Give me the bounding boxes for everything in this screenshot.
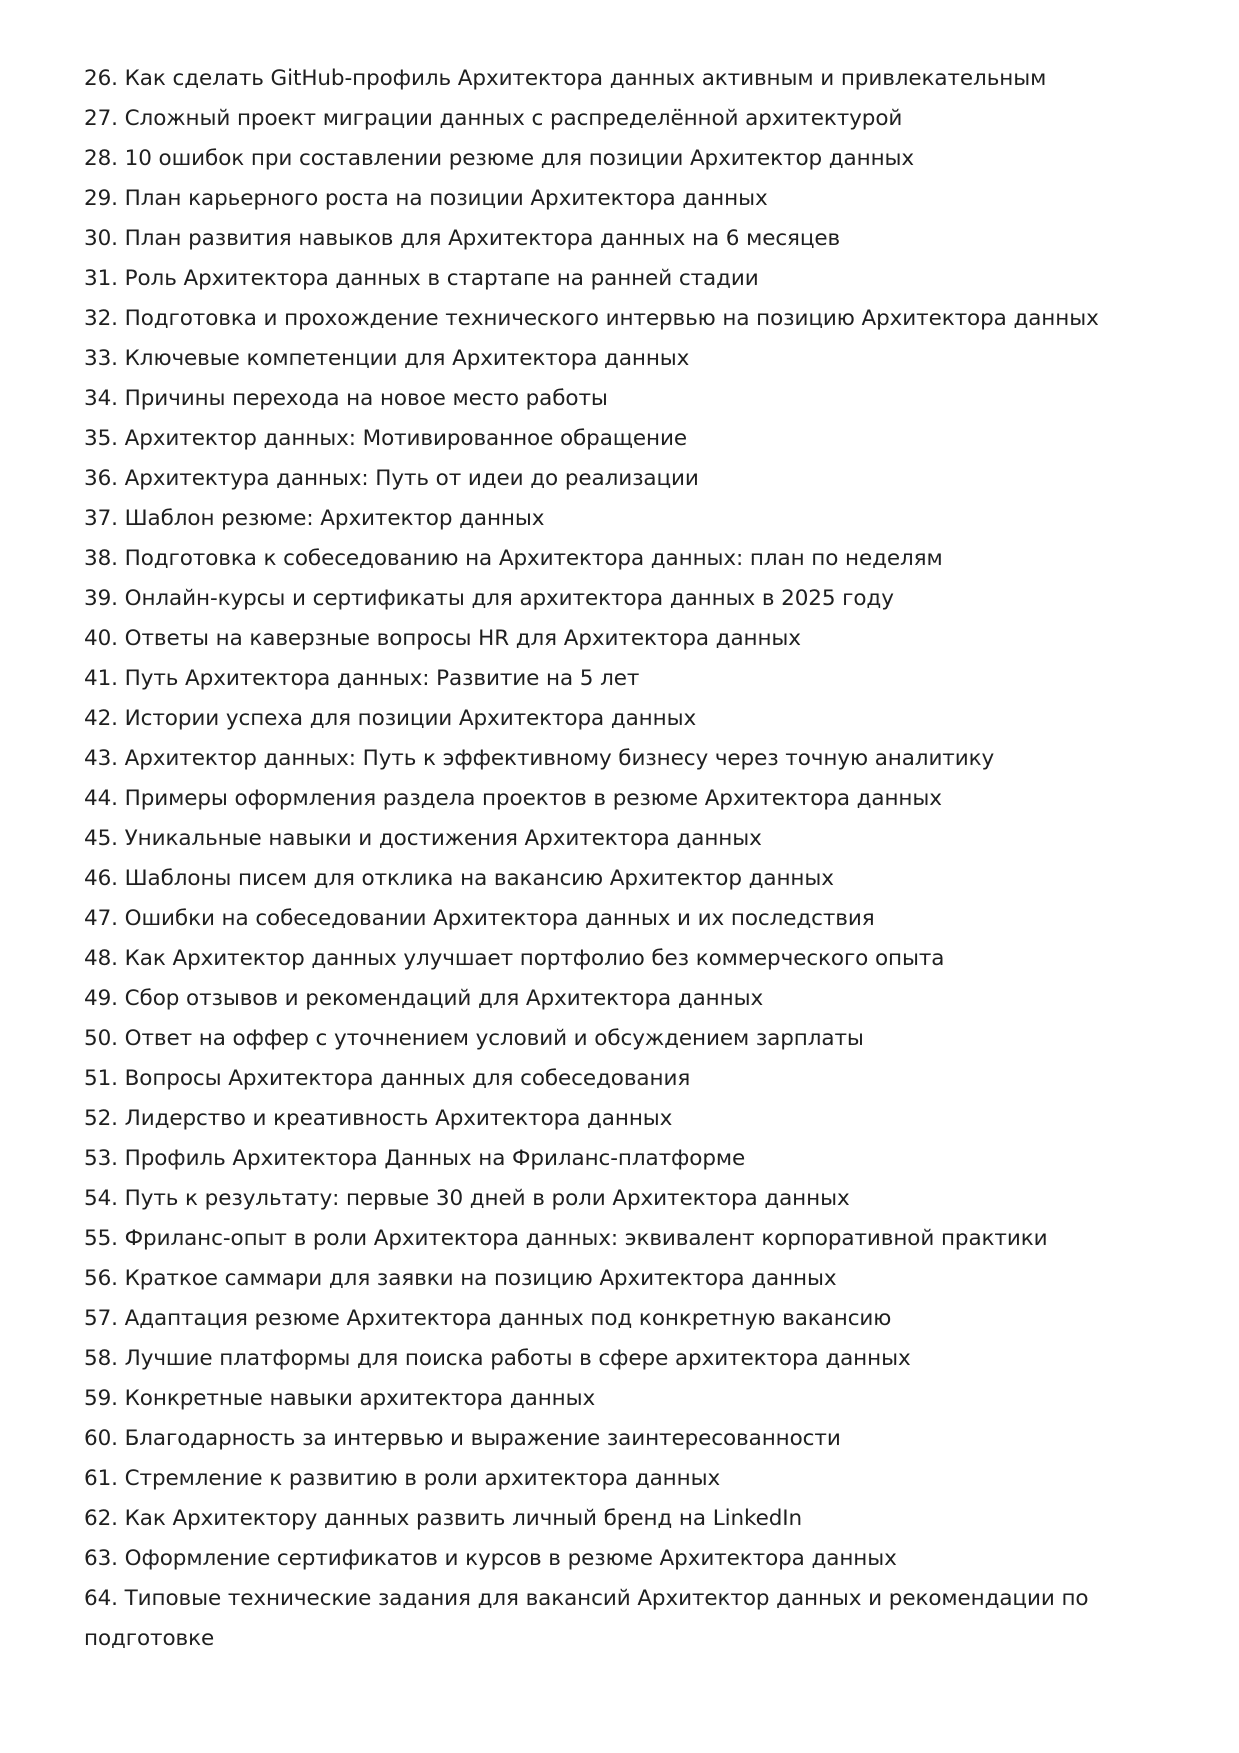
list-item-text: Адаптация резюме Архитектора данных под конкретную вакансию	[124, 1306, 892, 1331]
list-item	[84, 139, 1144, 179]
list-item-text: Как Архитектору данных развить личный бренд на LinkedIn	[124, 1506, 803, 1531]
list-item-text: Истории успеха для позиции Архитектора данных	[124, 706, 697, 731]
list-item-number: 33.	[84, 346, 118, 371]
list-item-text: Ответ на оффер с уточнением условий и обсуждением зарплаты	[124, 1026, 864, 1051]
list-item	[84, 459, 1144, 499]
list-item	[84, 379, 1144, 419]
list-item	[84, 1539, 1144, 1579]
list-item	[84, 1179, 1144, 1219]
list-item	[84, 859, 1144, 899]
list-item-text: Архитектор данных: Мотивированное обращение	[124, 426, 688, 451]
list-item-number: 56.	[84, 1266, 118, 1291]
toc-list	[84, 59, 1144, 1659]
list-item	[84, 1219, 1144, 1259]
list-item	[84, 1139, 1144, 1179]
list-item	[84, 939, 1144, 979]
list-item-number: 41.	[84, 666, 118, 691]
list-item	[84, 699, 1144, 739]
list-item-text: Как сделать GitHub-профиль Архитектора данных активным и привлекательным	[124, 66, 1047, 91]
list-item-text: Путь к результату: первые 30 дней в роли Архитектора данных	[124, 1186, 850, 1211]
list-item-text: Ошибки на собеседовании Архитектора данных и их последствия	[124, 906, 875, 931]
list-item-number: 27.	[84, 106, 118, 131]
list-item	[84, 99, 1144, 139]
list-item-number: 32.	[84, 306, 118, 331]
list-item-number: 40.	[84, 626, 118, 651]
list-item-text: Причины перехода на новое место работы	[124, 386, 608, 411]
list-item	[84, 1259, 1144, 1299]
list-item-text: Архитектор данных: Путь к эффективному бизнесу через точную аналитику	[124, 746, 995, 771]
list-item-text: Роль Архитектора данных в стартапе на ранней стадии	[124, 266, 759, 291]
list-item-number: 62.	[84, 1506, 118, 1531]
list-item-number: 50.	[84, 1026, 118, 1051]
list-item-text: Ответы на каверзные вопросы HR для Архитектора данных	[124, 626, 801, 651]
list-item-number: 61.	[84, 1466, 118, 1491]
list-item-number: 30.	[84, 226, 118, 251]
list-item	[84, 739, 1144, 779]
list-item-text: Вопросы Архитектора данных для собеседования	[124, 1066, 691, 1091]
list-item	[84, 659, 1144, 699]
list-item	[84, 819, 1144, 859]
list-item-text: Онлайн-курсы и сертификаты для архитектора данных в 2025 году	[124, 586, 894, 611]
list-item-number: 54.	[84, 1186, 118, 1211]
list-item	[84, 899, 1144, 939]
list-item-number: 59.	[84, 1386, 118, 1411]
list-item-text: Конкретные навыки архитектора данных	[124, 1386, 596, 1411]
list-item	[84, 1579, 1144, 1659]
list-item	[84, 59, 1144, 99]
list-item	[84, 539, 1144, 579]
list-item-text: Шаблоны писем для отклика на вакансию Архитектор данных	[124, 866, 834, 891]
document-page	[84, 59, 1144, 1659]
list-item-number: 44.	[84, 786, 118, 811]
list-item-text: Типовые технические задания для вакансий Архитектор данных и рекомендации по подготовке	[84, 1586, 1089, 1651]
list-item-text: Лучшие платформы для поиска работы в сфере архитектора данных	[124, 1346, 911, 1371]
list-item-text: Как Архитектор данных улучшает портфолио без коммерческого опыта	[124, 946, 945, 971]
list-item-text: План карьерного роста на позиции Архитектора данных	[124, 186, 768, 211]
list-item	[84, 1459, 1144, 1499]
list-item-text: Примеры оформления раздела проектов в резюме Архитектора данных	[124, 786, 942, 811]
list-item-text: Путь Архитектора данных: Развитие на 5 лет	[124, 666, 640, 691]
list-item-text: Стремление к развитию в роли архитектора данных	[124, 1466, 721, 1491]
list-item-number: 42.	[84, 706, 118, 731]
list-item	[84, 779, 1144, 819]
list-item-number: 64.	[84, 1586, 118, 1611]
list-item	[84, 1299, 1144, 1339]
list-item-text: Сложный проект миграции данных с распределённой архитектурой	[124, 106, 903, 131]
list-item-text: План развития навыков для Архитектора данных на 6 месяцев	[124, 226, 841, 251]
list-item	[84, 1499, 1144, 1539]
list-item	[84, 299, 1144, 339]
list-item	[84, 419, 1144, 459]
list-item-number: 35.	[84, 426, 118, 451]
list-item	[84, 259, 1144, 299]
list-item-number: 37.	[84, 506, 118, 531]
list-item	[84, 1059, 1144, 1099]
list-item-number: 53.	[84, 1146, 118, 1171]
list-item-number: 31.	[84, 266, 118, 291]
list-item-number: 38.	[84, 546, 118, 571]
list-item-text: 10 ошибок при составлении резюме для позиции Архитектор данных	[124, 146, 915, 171]
list-item	[84, 339, 1144, 379]
list-item-number: 60.	[84, 1426, 118, 1451]
list-item	[84, 619, 1144, 659]
list-item-text: Фриланс-опыт в роли Архитектора данных: эквивалент корпоративной практики	[124, 1226, 1048, 1251]
list-item-number: 47.	[84, 906, 118, 931]
list-item-number: 52.	[84, 1106, 118, 1131]
list-item-text: Оформление сертификатов и курсов в резюме Архитектора данных	[124, 1546, 897, 1571]
list-item-number: 49.	[84, 986, 118, 1011]
list-item-text: Шаблон резюме: Архитектор данных	[124, 506, 545, 531]
list-item	[84, 499, 1144, 539]
list-item	[84, 179, 1144, 219]
list-item-number: 45.	[84, 826, 118, 851]
list-item-number: 29.	[84, 186, 118, 211]
list-item-text: Краткое саммари для заявки на позицию Архитектора данных	[124, 1266, 837, 1291]
list-item	[84, 1339, 1144, 1379]
list-item	[84, 579, 1144, 619]
list-item-number: 36.	[84, 466, 118, 491]
list-item	[84, 1099, 1144, 1139]
list-item-text: Архитектура данных: Путь от идеи до реализации	[124, 466, 699, 491]
list-item-number: 39.	[84, 586, 118, 611]
list-item-number: 26.	[84, 66, 118, 91]
list-item	[84, 1379, 1144, 1419]
list-item-text: Благодарность за интервью и выражение заинтересованности	[124, 1426, 841, 1451]
list-item-number: 63.	[84, 1546, 118, 1571]
list-item-number: 46.	[84, 866, 118, 891]
list-item-text: Лидерство и креативность Архитектора данных	[124, 1106, 673, 1131]
list-item-text: Сбор отзывов и рекомендаций для Архитектора данных	[124, 986, 764, 1011]
list-item-number: 48.	[84, 946, 118, 971]
list-item-text: Профиль Архитектора Данных на Фриланс-платформе	[124, 1146, 746, 1171]
list-item-text: Подготовка и прохождение технического интервью на позицию Архитектора данных	[124, 306, 1099, 331]
list-item-number: 51.	[84, 1066, 118, 1091]
list-item	[84, 219, 1144, 259]
list-item-number: 58.	[84, 1346, 118, 1371]
list-item-number: 43.	[84, 746, 118, 771]
list-item	[84, 979, 1144, 1019]
list-item	[84, 1019, 1144, 1059]
list-item-text: Ключевые компетенции для Архитектора данных	[124, 346, 690, 371]
list-item-text: Подготовка к собеседованию на Архитектора данных: план по неделям	[124, 546, 943, 571]
list-item-number: 28.	[84, 146, 118, 171]
list-item-number: 34.	[84, 386, 118, 411]
list-item	[84, 1419, 1144, 1459]
list-item-text: Уникальные навыки и достижения Архитектора данных	[124, 826, 762, 851]
list-item-number: 55.	[84, 1226, 118, 1251]
list-item-number: 57.	[84, 1306, 118, 1331]
